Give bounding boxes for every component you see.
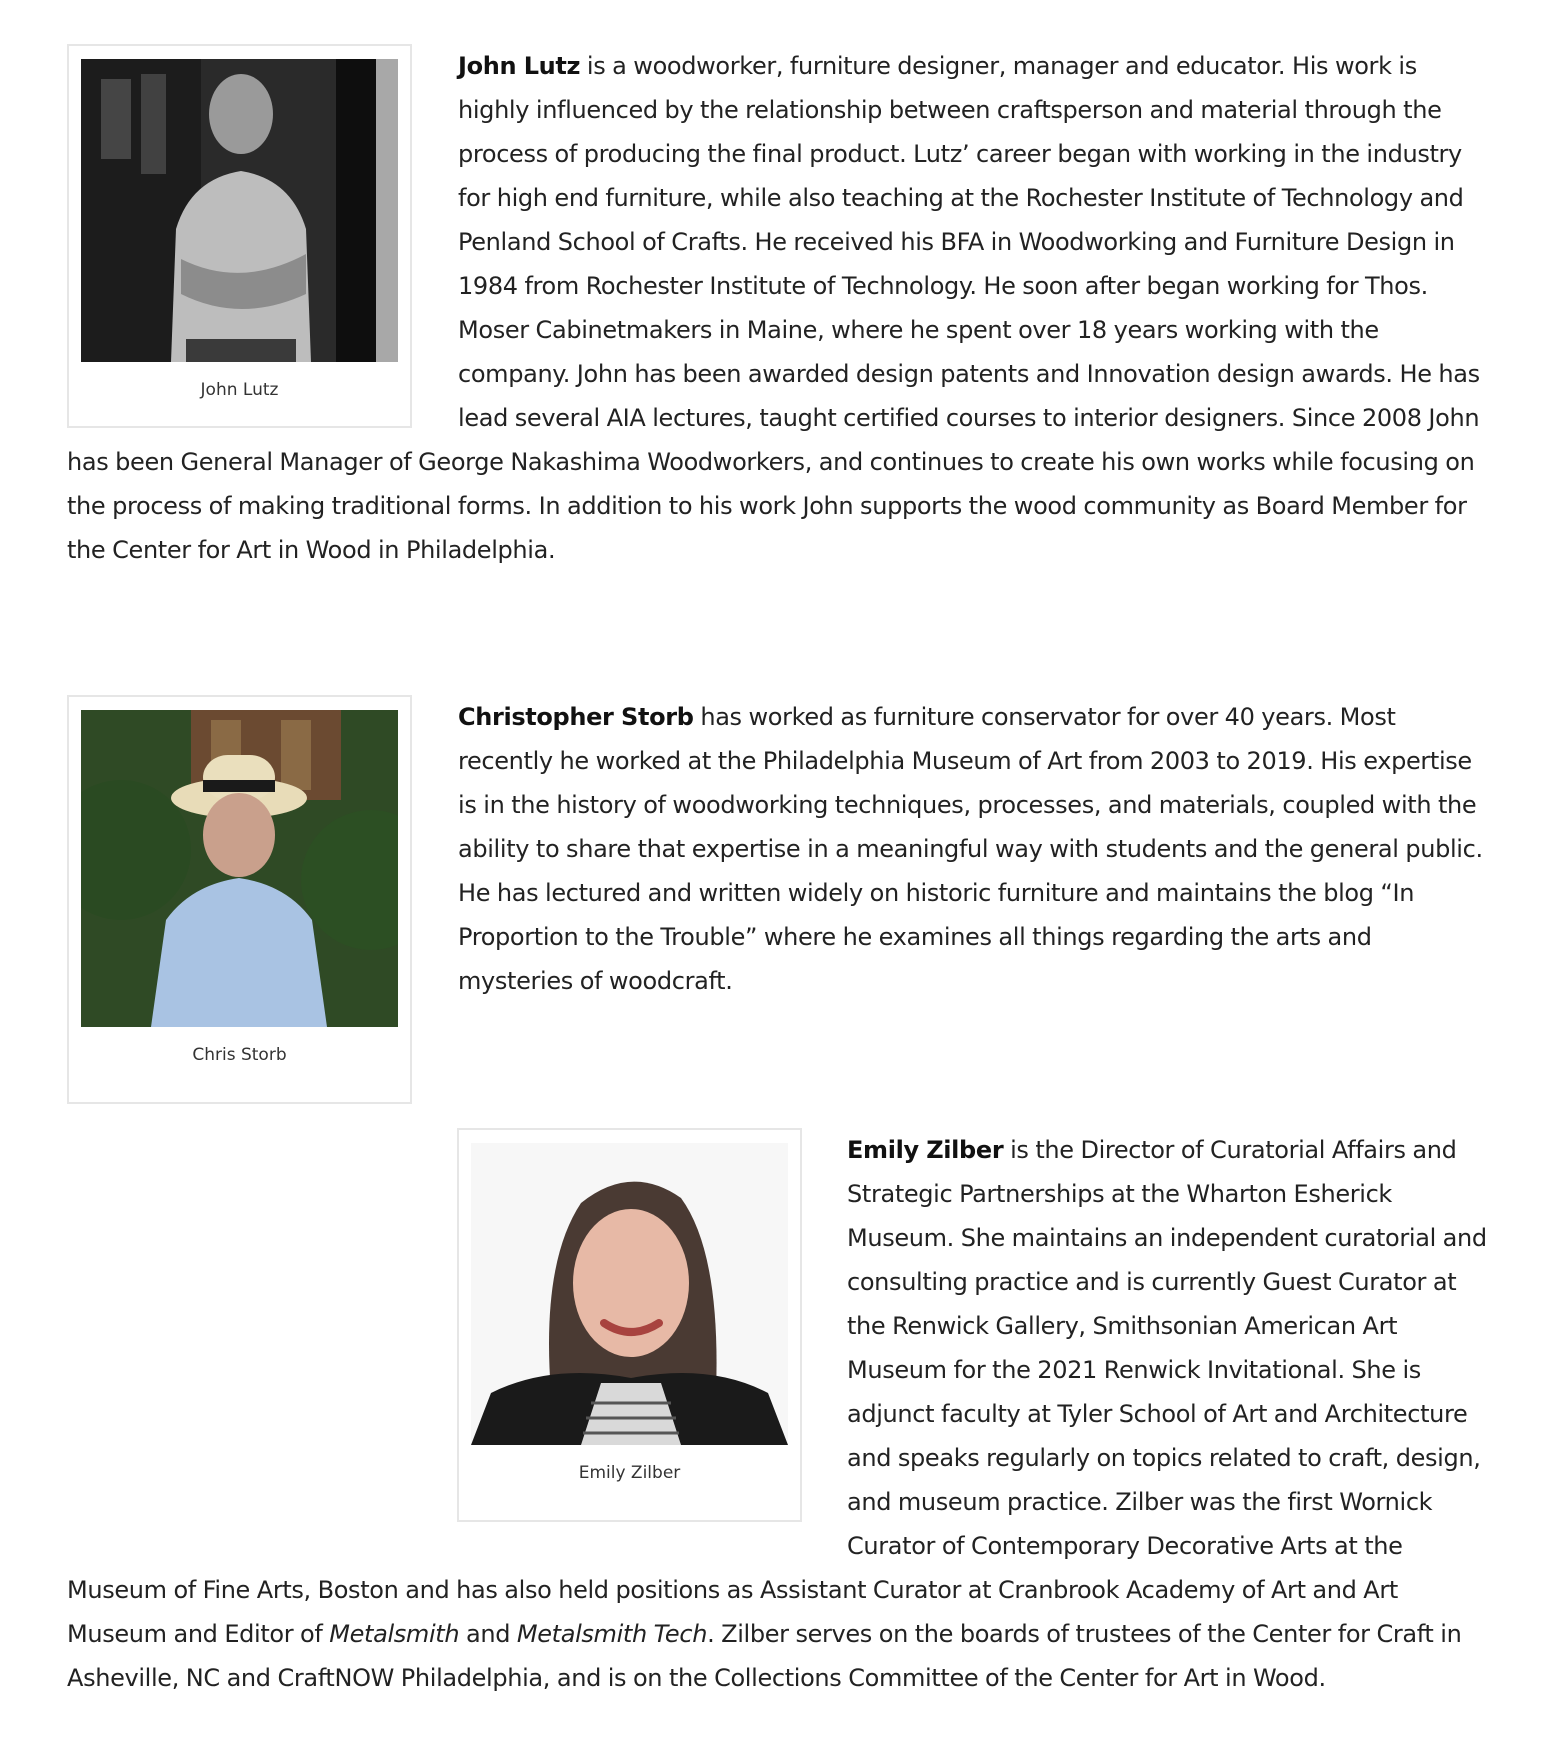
photo-card-lutz [67,44,412,428]
bio-section-zilber [67,1128,1487,1700]
portrait-photo-lutz [81,59,398,362]
bio-name-zilber: Emily Zilber [847,1136,1004,1164]
photo-caption-storb: Chris Storb [192,1045,287,1065]
portrait-photo-storb [81,710,398,1027]
portrait-storb-graphic [81,710,398,1027]
bio-section-storb [67,695,1487,1112]
photo-caption-lutz: John Lutz [200,380,279,400]
portrait-photo-zilber [471,1143,788,1445]
photo-card-storb [67,695,412,1104]
photo-caption-zilber: Emily Zilber [578,1463,681,1483]
bio-body-zilber-1: is the Director of Curatorial Affairs and Strategic Partnerships at the Wharton Esherick Museum. She maintains an independent curatorial and consulting practice and is currently Guest Curator at the Renwick Gallery, Smithsonian American Art Museum for the 2021 Renwick Invitational. She is adjunct faculty at Tyler School of Art and Architecture and speaks regularly on topics related to craft, design, and museum practice. Zilber was the first Wornick Curator of Contemporary Decorative Arts at the Museum of Fine Arts, Boston and has also held positions as Assistant Curator at Cranbrook Academy of Art and Art Museum and Editor of [67,1136,1487,1648]
bio-body-lutz: is a woodworker, furniture designer, manager and educator. His work is highly influenced by the relationship between craftsperson and material through the process of producing the final product. Lutz’ career began with working in the industry for high end furniture, while also teaching at the Rochester Institute of Technology and Penland School of Crafts. He received his BFA in Woodworking and Furniture Design in 1984 from Rochester Institute of Technology. He soon after began working for Thos. Moser Cabinetmakers in Maine, where he spent over 18 years working with the company. John has been awarded design patents and Innovation design awards. He has lead several AIA lectures, taught certified courses to interior designers. Since 2008 John has been General Manager of George Nakashima Woodworkers, and continues to create his own works while focusing on the process of making traditional forms. In addition to his work John supports the wood community as Board Member for the Center for Art in Wood in Philadelphia. [67,52,1480,564]
float-spacer [67,1128,457,1543]
photo-card-zilber [457,1128,802,1522]
portrait-zilber-graphic [471,1143,788,1445]
bio-body-zilber-2: . Zilber serves on the boards of trustees of the Center for Craft in Asheville, NC and CraftNOW Philadelphia, and is on the Collections Committee of the Center for Art in Wood. [67,1620,1462,1692]
bio-body-storb: has worked as furniture conservator for over 40 years. Most recently he worked at the Philadelphia Museum of Art from 2003 to 2019. His expertise is in the history of woodworking techniques, processes, and materials, coupled with the ability to share that expertise in a meaningful way with students and the general public. He has lectured and written widely on historic furniture and maintains the blog “In Proportion to the Trouble” where he examines all things regarding the arts and mysteries of woodcraft. [458,703,1483,995]
bio-name-lutz: John Lutz [458,52,581,80]
bio-and: and [459,1620,517,1648]
italic-metalsmith-tech: Metalsmith Tech [516,1620,708,1648]
bio-section-lutz [67,44,1487,572]
italic-metalsmith: Metalsmith [329,1620,460,1648]
bio-name-storb: Christopher Storb [458,703,694,731]
portrait-lutz-graphic [81,59,398,362]
